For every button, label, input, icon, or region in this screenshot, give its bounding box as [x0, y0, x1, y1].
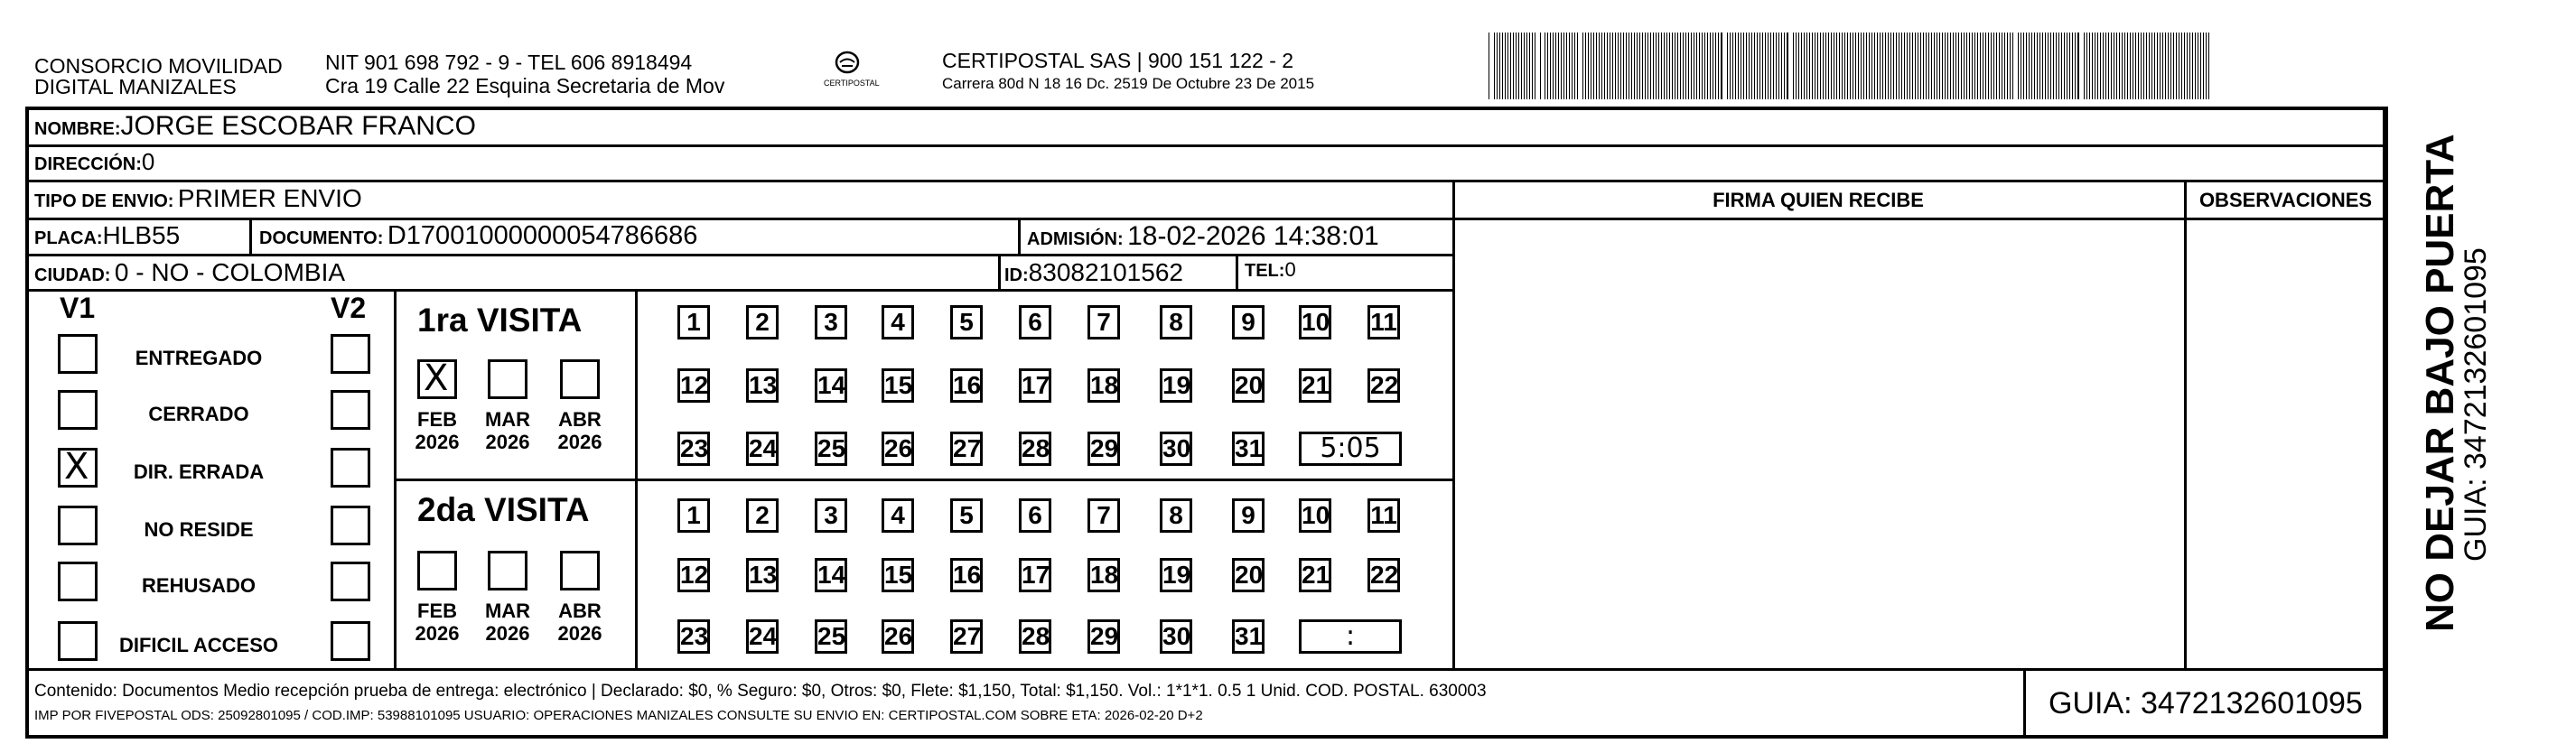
tipo-value: PRIMER ENVIO [177, 184, 362, 212]
v1-checkbox[interactable] [58, 506, 98, 545]
day-box[interactable]: 3 [815, 305, 847, 339]
day-box[interactable]: 25 [815, 619, 847, 654]
tipo-label: TIPO DE ENVIO: [34, 191, 174, 211]
v1-label: V1 [60, 292, 96, 324]
status-label: DIR. ERRADA [133, 460, 265, 483]
v2-checkbox[interactable] [331, 334, 370, 374]
ciudad-row [34, 260, 345, 285]
placa-row [34, 223, 180, 248]
v2-label: V2 [331, 292, 367, 324]
month-checkbox[interactable] [488, 551, 527, 590]
day-box[interactable]: 10 [1299, 305, 1331, 339]
status-label: REHUSADO [142, 574, 256, 597]
day-box[interactable]: 23 [677, 619, 710, 654]
admision-value: 18-02-2026 14:38:01 [1127, 221, 1379, 251]
day-box[interactable]: 22 [1367, 368, 1400, 403]
day-box[interactable]: 25 [815, 432, 847, 466]
status-label: CERRADO [148, 403, 249, 425]
first-visit-title: 1ra VISITA [417, 302, 583, 339]
day-box[interactable]: 11 [1367, 305, 1400, 339]
footer-line1: Contenido: Documentos Medio recepción prueba de entrega: electrónico | Declarado: $0, % Seguro: $0, Otros: $0, Flete: $1,150, Total: $1,150. Vol.: 1*1*1. 0.5 1 Unid. COD. POSTAL. 630003 [34, 682, 1487, 701]
day-box[interactable]: 20 [1232, 558, 1265, 592]
day-box[interactable]: 17 [1019, 558, 1051, 592]
status-label: NO RESIDE [144, 518, 254, 541]
direccion-value: 0 [141, 148, 155, 175]
day-box[interactable]: 16 [950, 558, 983, 592]
id-label: ID: [1004, 265, 1029, 285]
day-box[interactable]: 3 [815, 498, 847, 533]
day-box[interactable]: 12 [677, 558, 710, 592]
day-box[interactable]: 14 [815, 558, 847, 592]
logo-icon [831, 51, 863, 76]
month-name: ABR [558, 600, 602, 622]
ciudad-label: CIUDAD: [34, 265, 111, 285]
side-notice: NO DEJAR BAJO PUERTA [2418, 134, 2462, 632]
month-checkbox[interactable] [560, 359, 600, 399]
day-box[interactable]: 19 [1160, 368, 1192, 403]
day-box[interactable]: 24 [746, 432, 779, 466]
month-name: ABR [558, 408, 602, 431]
documento-value: D17001000000054786686 [387, 221, 698, 250]
day-box[interactable]: 13 [746, 368, 779, 403]
month-label [481, 600, 535, 646]
day-box[interactable]: 10 [1299, 498, 1331, 533]
direccion-row [34, 150, 154, 173]
admision-label: ADMISIÓN: [1027, 229, 1124, 249]
v1-checkbox[interactable] [58, 448, 98, 488]
month-label [481, 408, 535, 454]
v2-checkbox[interactable] [331, 562, 370, 601]
courier-line: CERTIPOSTAL SAS | 900 151 122 - 2 [942, 49, 1294, 72]
month-year: 2026 [557, 431, 602, 454]
tel-label: TEL: [1245, 261, 1285, 281]
day-box[interactable]: 15 [882, 558, 914, 592]
month-year: 2026 [485, 622, 530, 646]
id-row [1004, 260, 1183, 285]
day-box[interactable]: 13 [746, 558, 779, 592]
day-box[interactable]: 18 [1087, 368, 1120, 403]
day-box[interactable]: 4 [882, 305, 914, 339]
day-box[interactable]: 21 [1299, 558, 1331, 592]
day-box[interactable]: 19 [1160, 558, 1192, 592]
day-box[interactable]: 17 [1019, 368, 1051, 403]
day-box[interactable]: 9 [1232, 305, 1265, 339]
day-box[interactable]: 28 [1019, 432, 1051, 466]
tipo-row [34, 186, 362, 211]
day-box[interactable]: 9 [1232, 498, 1265, 533]
month-year: 2026 [557, 622, 602, 646]
day-box[interactable]: 20 [1232, 368, 1265, 403]
month-year: 2026 [485, 431, 530, 454]
day-box[interactable]: 30 [1160, 432, 1192, 466]
documento-row [259, 223, 697, 249]
day-box[interactable]: 30 [1160, 619, 1192, 654]
visit-time-box[interactable]: : [1299, 619, 1402, 654]
v1-checkbox[interactable] [58, 390, 98, 430]
footer-line2: IMP POR FIVEPOSTAL ODS: 25092801095 / COD.IMP: 53988101095 USUARIO: OPERACIONES MANIZALES CONSULTE SU ENVIO EN: CERTIPOSTAL.COM SOBRE ETA: 2026-02-20 D+2 [34, 708, 1203, 723]
month-label [553, 408, 607, 454]
day-box[interactable]: 27 [950, 619, 983, 654]
day-box[interactable]: 2 [746, 305, 779, 339]
admision-row [1027, 223, 1379, 250]
observaciones-header: OBSERVACIONES [2198, 189, 2373, 211]
nombre-row [34, 113, 476, 140]
id-value: 83082101562 [1028, 258, 1183, 286]
day-box[interactable]: 22 [1367, 558, 1400, 592]
v2-checkbox[interactable] [331, 448, 370, 488]
guia-box: GUIA: 3472132601095 [2049, 686, 2363, 720]
day-box[interactable]: 21 [1299, 368, 1331, 403]
month-label [553, 600, 607, 646]
month-checkbox[interactable] [417, 551, 457, 590]
day-box[interactable]: 6 [1019, 305, 1051, 339]
ciudad-value: 0 - NO - COLOMBIA [114, 258, 346, 286]
day-box[interactable]: 1 [677, 305, 710, 339]
day-box[interactable]: 11 [1367, 498, 1400, 533]
tel-value: 0 [1284, 258, 1296, 281]
courier-address: Carrera 80d N 18 16 Dc. 2519 De Octubre 23 De 2015 [942, 75, 1315, 92]
logo-text: CERTIPOSTAL [824, 79, 880, 88]
month-checkbox[interactable] [417, 359, 457, 399]
placa-label: PLACA: [34, 228, 103, 248]
day-box[interactable]: 7 [1087, 498, 1120, 533]
nombre-label: NOMBRE: [34, 119, 121, 139]
day-box[interactable]: 5 [950, 305, 983, 339]
day-box[interactable]: 16 [950, 368, 983, 403]
v2-checkbox[interactable] [331, 621, 370, 661]
day-box[interactable]: 29 [1087, 619, 1120, 654]
day-box[interactable]: 28 [1019, 619, 1051, 654]
day-box[interactable]: 31 [1232, 432, 1265, 466]
day-box[interactable]: 6 [1019, 498, 1051, 533]
company-name-line1: CONSORCIO MOVILIDAD [34, 54, 283, 78]
day-box[interactable]: 15 [882, 368, 914, 403]
day-box[interactable]: 4 [882, 498, 914, 533]
day-box[interactable]: 24 [746, 619, 779, 654]
visit-time-box[interactable]: 5:05 [1299, 432, 1402, 466]
day-box[interactable]: 18 [1087, 558, 1120, 592]
v1-check-mark: X [64, 446, 89, 488]
day-box[interactable]: 26 [882, 619, 914, 654]
day-box[interactable]: 14 [815, 368, 847, 403]
month-name: MAR [484, 408, 531, 431]
v1-checkbox[interactable] [58, 334, 98, 374]
barcode [1489, 33, 2211, 99]
v1-checkbox[interactable] [58, 562, 98, 601]
month-label [410, 408, 464, 454]
day-box[interactable]: 29 [1087, 432, 1120, 466]
day-box[interactable]: 8 [1160, 305, 1192, 339]
address-line: Cra 19 Calle 22 Esquina Secretaria de Mov [325, 74, 725, 98]
month-check-mark: X [424, 358, 449, 399]
day-box[interactable]: 8 [1160, 498, 1192, 533]
day-box[interactable]: 7 [1087, 305, 1120, 339]
side-guia: GUIA: 3472132601095 [2459, 247, 2493, 562]
firma-header: FIRMA QUIEN RECIBE [1713, 189, 1924, 211]
documento-label: DOCUMENTO: [259, 228, 384, 248]
day-box[interactable]: 26 [882, 432, 914, 466]
month-year: 2026 [415, 622, 460, 646]
v1-checkbox[interactable] [58, 621, 98, 661]
day-box[interactable]: 1 [677, 498, 710, 533]
nit-line: NIT 901 698 792 - 9 - TEL 606 8918494 [325, 51, 693, 74]
tel-row [1245, 260, 1296, 280]
nombre-value: JORGE ESCOBAR FRANCO [120, 111, 476, 141]
side-notice-area [2395, 134, 2493, 650]
second-visit-title: 2da VISITA [417, 491, 590, 528]
day-box[interactable]: 5 [950, 498, 983, 533]
month-label [410, 600, 464, 646]
day-box[interactable]: 12 [677, 368, 710, 403]
v2-checkbox[interactable] [331, 506, 370, 545]
direccion-label: DIRECCIÓN: [34, 154, 142, 174]
placa-value: HLB55 [102, 221, 181, 249]
month-name: FEB [417, 600, 457, 622]
month-checkbox[interactable] [488, 359, 527, 399]
company-name-line2: DIGITAL MANIZALES [34, 75, 237, 98]
month-name: MAR [484, 600, 531, 622]
day-box[interactable]: 23 [677, 432, 710, 466]
v2-checkbox[interactable] [331, 390, 370, 430]
day-box[interactable]: 2 [746, 498, 779, 533]
month-year: 2026 [415, 431, 460, 454]
status-label: ENTREGADO [135, 347, 263, 369]
month-name: FEB [417, 408, 457, 431]
month-checkbox[interactable] [560, 551, 600, 590]
status-label: DIFICIL ACCESO [118, 634, 278, 656]
day-box[interactable]: 27 [950, 432, 983, 466]
day-box[interactable]: 31 [1232, 619, 1265, 654]
